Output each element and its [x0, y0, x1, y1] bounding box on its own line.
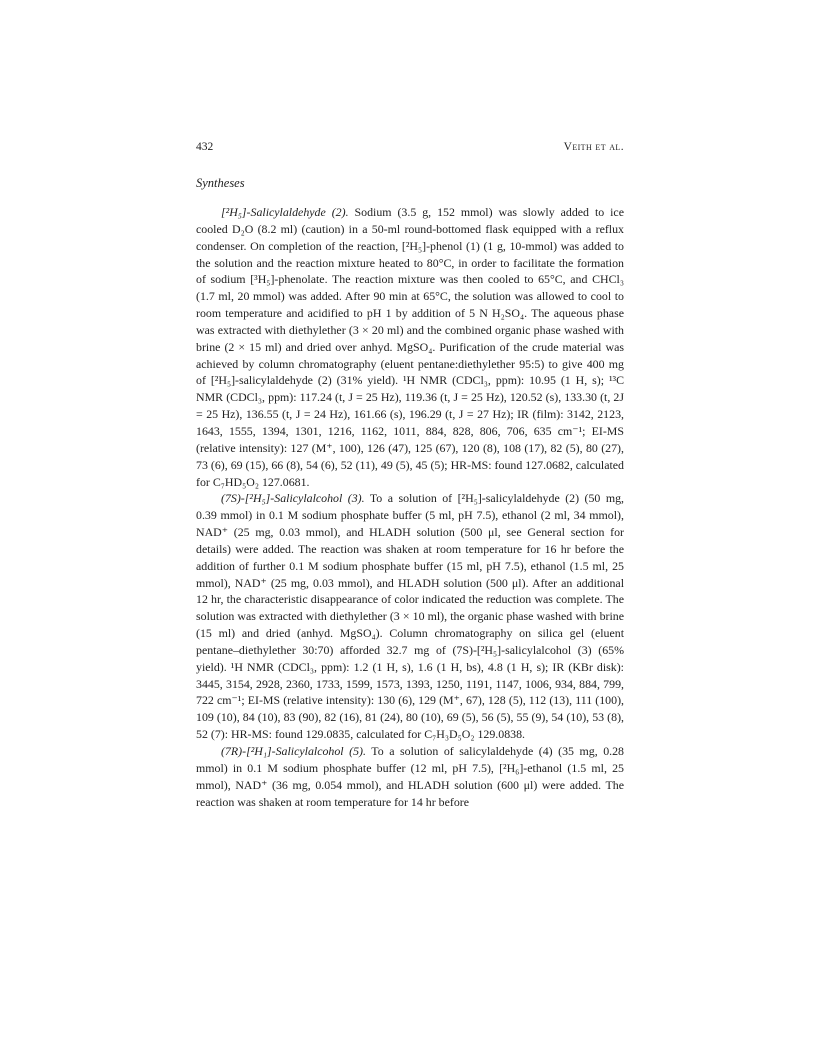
paragraph-title: (7S)-[²H₅]-Salicylalcohol (3).	[221, 491, 365, 506]
paragraph-text: To a solution of salicylaldehyde (4) (35 mg, 0.28 mmol) in 0.1 M sodium phosphate buffer (12 ml, pH 7.5), [²H₆]-ethanol (1.5 ml, 25 mmol), NAD⁺ (36 mg, 0.054 mmol), and HLADH solution (600 μl) were added. The reaction was shaken at room temperature for 14 hr before	[196, 744, 625, 809]
paragraph-salicylaldehyde	[196, 204, 624, 490]
paragraph-title: [²H₅]-Salicylaldehyde (2).	[221, 205, 349, 219]
page-header	[196, 141, 624, 153]
paragraph-title: (7R)-[²H₁]-Salicylalcohol (5).	[221, 744, 366, 758]
page-number: 432	[196, 141, 214, 153]
section-title: Syntheses	[196, 176, 245, 190]
article-body	[196, 204, 624, 810]
paragraph-text: Sodium (3.5 g, 152 mmol) was slowly added to ice cooled D₂O (8.2 ml) (caution) in a 50-ml round-bottomed flask equipped with a reflux condenser. On completion of the reaction, [²H₅]-phenol (1) (1 g, 10-mmol) was added to the solution and the reaction mixture heated to 80°C, in order to facilitate the formation of sodium [³H₅]-phenolate. The reaction mixture was then cooled to 65°C, and CHCl₃ (1.7 ml, 20 mmol) was added. After 90 min at 65°C, the solution was allowed to cool to room temperature and acidified to pH 1 by addition of 5 N H₂SO₄. The aqueous phase was extracted with diethylether (3 × 20 ml) and the combined organic phase washed with brine (2 × 15 ml) and dried over anhyd. MgSO₄. Purification of the crude material was achieved by column chromatography (eluent pentane:diethylether 95:5) to give 400 mg of [²H₅]-salicylaldehyde (2) (31% yield). ¹H NMR (CDCl₃, ppm): 10.95 (1 H, s); ¹³C NMR (CDCl₃, ppm): 117.24 (t, J = 25 Hz), 119.36 (t, J = 25 Hz), 120.52 (s), 133.30 (t, 2J = 25 Hz), 136.55 (t, J = 24 Hz), 161.66 (s), 196.29 (t, J = 27 Hz); IR (film): 3142, 2123, 1643, 1555, 1394, 1301, 1216, 1162, 1011, 884, 828, 806, 706, 635 cm⁻¹; EI-MS (relative intensity): 127 (M⁺, 100), 126 (47), 125 (67), 120 (8), 108 (17), 82 (5), 80 (27), 73 (6), 69 (15), 66 (8), 54 (6), 52 (11), 49 (5), 45 (5); HR-MS: found 127.0682, calculated for C₇HD₅O₂ 127.0681.	[196, 205, 624, 489]
paragraph-7r-salicylalcohol	[196, 743, 624, 810]
running-head: Veith et al.	[563, 141, 624, 153]
paragraph-7s-salicylalcohol	[196, 490, 624, 743]
paragraph-text: To a solution of [²H₅]-salicylaldehyde (2) (50 mg, 0.39 mmol) in 0.1 M sodium phosphate buffer (5 ml, pH 7.5), ethanol (2 ml, 34 mmol), NAD⁺ (25 mg, 0.03 mmol), and HLADH solution (500 μl, see General section for details) were added. The reaction was shaken at room temperature for 16 hr before the addition of further 0.1 M sodium phosphate buffer (15 ml, pH 7.5), ethanol (1.5 ml, 25 mmol), NAD⁺ (25 mg, 0.03 mmol), and HLADH solution (500 μl). After an additional 12 hr, the characteristic disappearance of color indicated the reduction was complete. The solution was extracted with diethylether (3 × 10 ml), the organic phase washed with brine (15 ml) and dried (anhyd. MgSO₄). Column chromatography on silica gel (eluent pentane–diethylether 30:70) afforded 32.7 mg of (7S)-[²H₅]-salicylalcohol (3) (65% yield). ¹H NMR (CDCl₃, ppm): 1.2 (1 H, s), 1.6 (1 H, bs), 4.8 (1 H, s); IR (KBr disk): 3445, 3154, 2928, 2360, 1733, 1599, 1573, 1393, 1250, 1191, 1147, 1006, 934, 884, 799, 722 cm⁻¹; EI-MS (relative intensity): 130 (6), 129 (M⁺, 67), 128 (5), 112 (13), 111 (100), 109 (10), 84 (10), 83 (90), 82 (16), 81 (24), 80 (10), 69 (5), 56 (5), 55 (9), 54 (10), 53 (8), 52 (7): HR-MS: found 129.0835, calculated for C₇H₃D₅O₂ 129.0838.	[196, 491, 625, 742]
